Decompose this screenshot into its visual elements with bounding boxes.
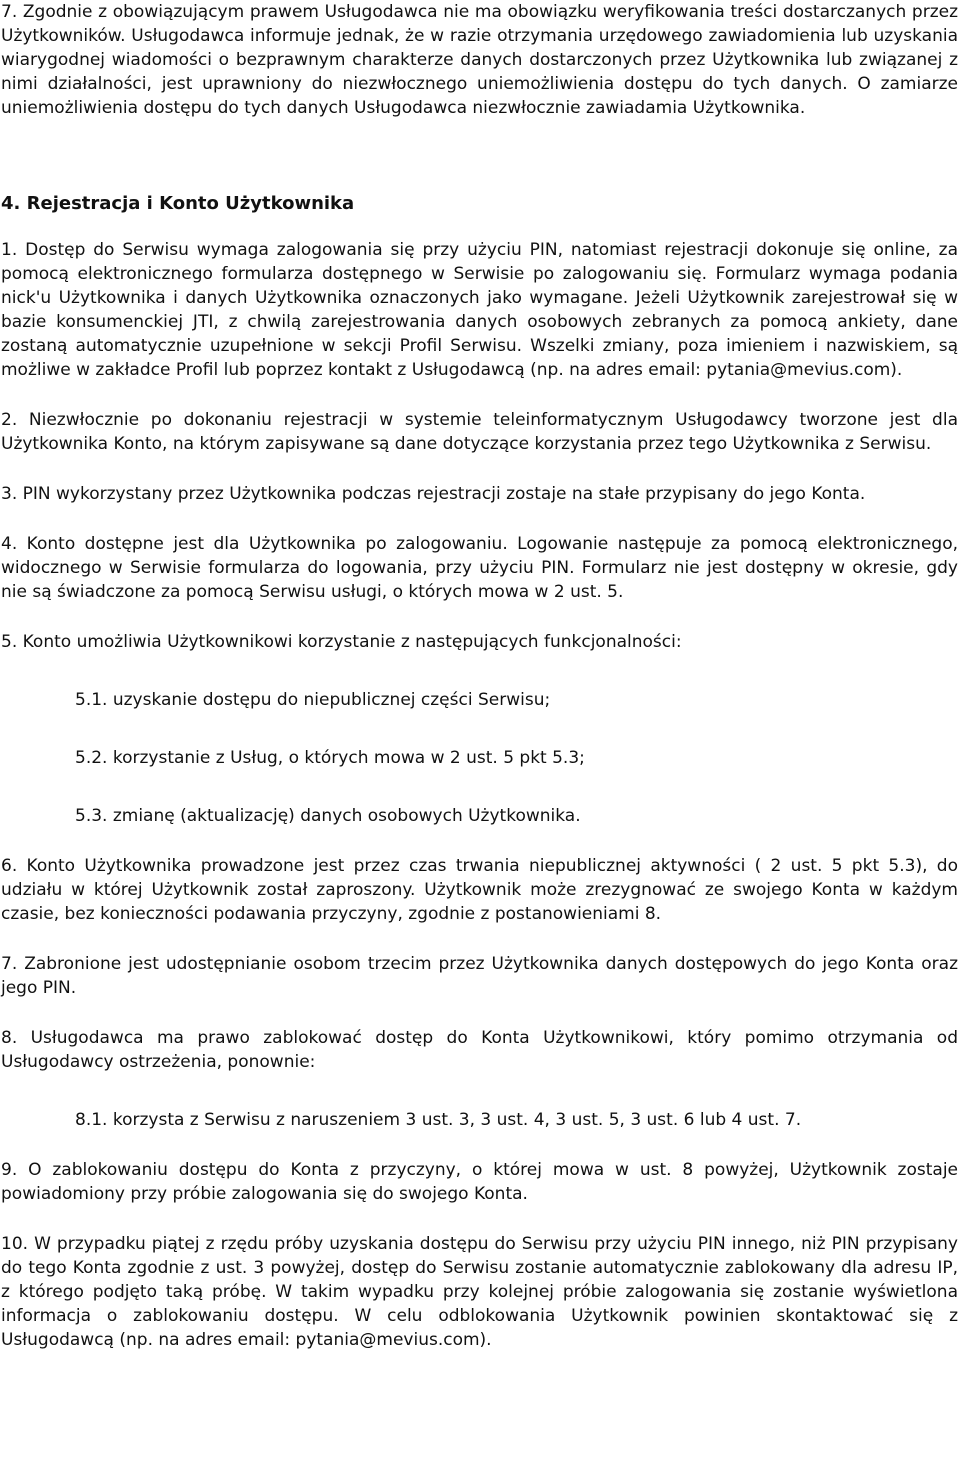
spacer xyxy=(1,1206,958,1232)
paragraph-1-access: 1. Dostęp do Serwisu wymaga zalogowania się przy użyciu PIN, natomiast rejestracji dokonuje się online, za pomocą elektronicznego formularza dostępnego w Serwisie po zalogowaniu się. Formularz wymaga podania nick'u Użytkownika i danych Użytkownika oznaczonych jako wymagane. Jeżeli Użytkownik zarejestrował się w bazie konsumenckiej JTI, z chwilą zarejestrowania danych osobowych zebranych za pomocą ankiety, dane zostaną automatycznie uzupełnione w sekcji Profil Serwisu. Wszelki zmiany, poza imieniem i nazwiskiem, są możliwe w zakładce Profil lub poprzez kontakt z Usługodawcą (np. na adres email: pytania@mevius.com). xyxy=(1,240,958,380)
spacer xyxy=(1,770,958,804)
paragraph-10-ip-block: 10. W przypadku piątej z rzędu próby uzyskania dostępu do Serwisu przy użyciu PIN innego, niż PIN przypisany do tego Konta zgodnie z ust. 3 powyżej, dostęp do Serwisu zostanie automatycznie zablokowany dla adresu IP, z którego podjęto taką próbę. W takim wypadku przy kolejnej próbie zalogowania się zostanie wyświetlona informacja o zablokowaniu dostępu. W celu odblokowania Użytkownik powinien skontaktować się z Usługodawcą (np. na adres email: pytania@mevius.com). xyxy=(1,1234,958,1350)
paragraph-9-block-notice: 9. O zablokowaniu dostępu do Konta z przyczyny, o której mowa w ust. 8 powyżej, Użytkownik zostaje powiadomiony przy próbie zalogowania się do swojego Konta. xyxy=(1,1160,958,1204)
spacer xyxy=(1,604,958,630)
spacer xyxy=(1,382,958,408)
spacer xyxy=(1,1132,958,1158)
spacer xyxy=(1,506,958,532)
subitem-5-2: 5.2. korzystanie z Usług, o których mowa w 2 ust. 5 pkt 5.3; xyxy=(75,748,585,768)
spacer xyxy=(1,926,958,952)
spacer xyxy=(1,216,958,238)
paragraph-7-sharing-prohibited: 7. Zabronione jest udostępnianie osobom trzecim przez Użytkownika danych dostępowych do jego Konta oraz jego PIN. xyxy=(1,954,958,998)
spacer xyxy=(1,456,958,482)
section-heading-registration: 4. Rejestracja i Konto Użytkownika xyxy=(1,193,355,214)
subitem-5-1: 5.1. uzyskanie dostępu do niepublicznej części Serwisu; xyxy=(75,690,551,710)
spacer xyxy=(1,120,958,192)
spacer xyxy=(1,712,958,746)
paragraph-3-pin: 3. PIN wykorzystany przez Użytkownika podczas rejestracji zostaje na stałe przypisany do jego Konta. xyxy=(1,484,866,504)
spacer xyxy=(1,1074,958,1108)
paragraph-2-account-creation: 2. Niezwłocznie po dokonaniu rejestracji w systemie teleinformatycznym Usługodawcy tworzone jest dla Użytkownika Konto, na którym zapisywane są dane dotyczące korzystania przez tego Użytkownika z Serwisu. xyxy=(1,410,958,454)
paragraph-4-login: 4. Konto dostępne jest dla Użytkownika po zalogowaniu. Logowanie następuje za pomocą elektronicznego, widocznego w Serwisie formularza do logowania, przy użyciu PIN. Formularz nie jest dostępny w okresie, gdy nie są świadczone za pomocą Serwisu usługi, o których mowa w 2 ust. 5. xyxy=(1,534,958,602)
spacer xyxy=(1,1000,958,1026)
paragraph-6-account-duration: 6. Konto Użytkownika prowadzone jest przez czas trwania niepublicznej aktywności ( 2 ust. 5 pkt 5.3), do udziału w której Użytkownik został zaproszony. Użytkownik może zrezygnować ze swojego Konta w każdym czasie, bez konieczności podawania przyczyny, zgodnie z postanowieniami 8. xyxy=(1,856,958,924)
paragraph-7-content-verification: 7. Zgodnie z obowiązującym prawem Usługodawca nie ma obowiązku weryfikowania treści dostarczanych przez Użytkowników. Usługodawca informuje jednak, że w razie otrzymania urzędowego zawiadomienia lub uzyskania wiarygodnej wiadomości o bezprawnym charakterze danych dostarczonych przez Użytkownika lub związanej z nimi działalności, jest uprawniony do niezwłocznego uniemożliwienia dostępu do tych danych. O zamiarze uniemożliwienia dostępu do tych danych Usługodawca niezwłocznie zawiadamia Użytkownika. xyxy=(1,2,958,118)
subitem-5-3: 5.3. zmianę (aktualizację) danych osobowych Użytkownika. xyxy=(75,806,581,826)
subitem-8-1: 8.1. korzysta z Serwisu z naruszeniem 3 ust. 3, 3 ust. 4, 3 ust. 5, 3 ust. 6 lub 4 ust. 7. xyxy=(75,1110,802,1130)
paragraph-8-blocking: 8. Usługodawca ma prawo zablokować dostęp do Konta Użytkownikowi, który pomimo otrzymania od Usługodawcy ostrzeżenia, ponownie: xyxy=(1,1028,958,1072)
spacer xyxy=(1,828,958,854)
spacer xyxy=(1,654,958,688)
paragraph-5-functionalities: 5. Konto umożliwia Użytkownikowi korzystanie z następujących funkcjonalności: xyxy=(1,632,682,652)
